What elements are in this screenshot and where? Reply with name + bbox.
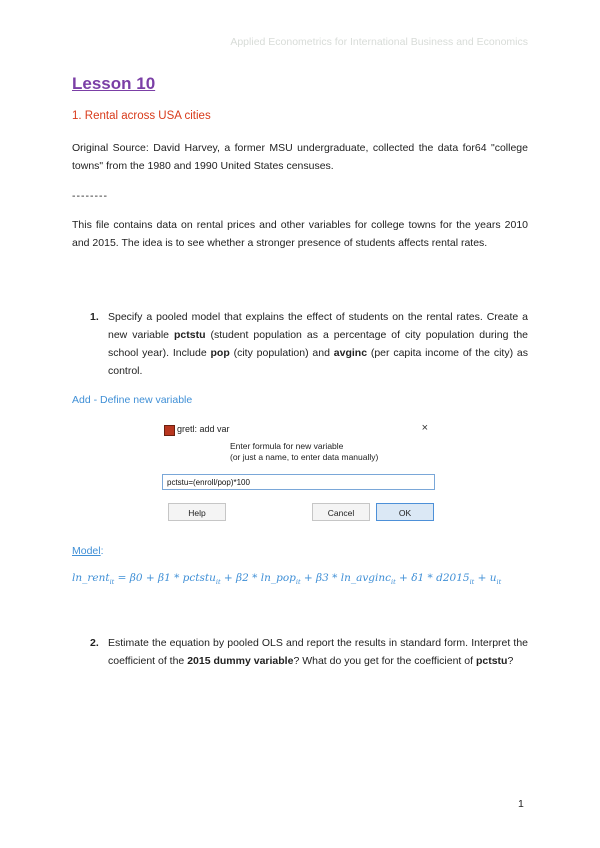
gretl-app-icon <box>164 425 175 436</box>
page-number: 1 <box>518 798 524 810</box>
eq-subscript: it <box>496 578 502 587</box>
question-text <box>108 634 528 670</box>
text-run: (student population as a percentage of city population during the school year). Include <box>108 329 528 359</box>
add-var-dialog <box>160 421 440 526</box>
eq-term: + β3 * ln_avginc <box>300 572 392 584</box>
text-run: (city population) and <box>229 347 334 359</box>
text-run: ? What do you get for the coefficient of <box>293 655 476 667</box>
text-run: Specify a pooled model that explains the effect of students on the rental rates. Create a new variable <box>108 311 528 341</box>
menu-path-note: Add - Define new variable <box>72 394 193 406</box>
variable-name: pctstu <box>174 329 206 341</box>
text-run: Estimate the equation by pooled OLS and report the results in standard form. Interpret the coefficient of the <box>108 637 528 667</box>
eq-term: + u <box>474 572 497 584</box>
description-paragraph: This file contains data on rental prices and other variables for college towns for the years 2010 and 2015. The idea is to see whether a stronger presence of students affects rental rates. <box>72 219 528 249</box>
model-label <box>72 545 104 557</box>
running-header: Applied Econometrics for International Business and Economics <box>230 36 528 48</box>
question-number: 1. <box>90 311 99 323</box>
variable-name: pctstu <box>475 655 508 667</box>
variable-name: avginc <box>333 347 368 359</box>
question-number: 2. <box>90 637 99 649</box>
model-label-colon: : <box>100 545 104 557</box>
eq-subscript: it <box>391 578 396 587</box>
eq-term: + β2 * ln_pop <box>220 572 296 584</box>
variable-name: pop <box>210 347 230 359</box>
lesson-title: Lesson 10 <box>72 74 156 93</box>
eq-subscript: it <box>469 578 475 587</box>
dialog-title: gretl: add var <box>177 424 230 434</box>
source-paragraph: Original Source: David Harvey, a former MSU undergraduate, collected the data for64 "college towns" from the 1980 and 1990 United States censuses. <box>72 142 528 172</box>
eq-subscript: it <box>215 578 221 587</box>
cancel-button[interactable]: Cancel <box>312 503 370 521</box>
separator-line: -------- <box>72 190 108 202</box>
eq-term: + δ1 * d2015 <box>395 572 470 584</box>
help-button[interactable]: Help <box>168 503 226 521</box>
question-2 <box>90 634 528 670</box>
formula-input[interactable]: pctstu=(enroll/pop)*100 <box>162 474 435 490</box>
text-run: ? <box>507 655 514 667</box>
eq-term: ln_rent <box>72 572 110 584</box>
question-text <box>108 308 528 380</box>
question-1 <box>90 308 528 380</box>
eq-term: β0 + β1 * pctstu <box>129 572 216 584</box>
model-label-text: Model <box>72 545 101 557</box>
model-equation <box>72 572 501 586</box>
close-icon[interactable]: × <box>421 422 428 434</box>
section-title: 1. Rental across USA cities <box>72 110 211 122</box>
prompt-line: (or just a name, to enter data manually) <box>230 452 379 462</box>
text-run: (per capita income of the city) as control. <box>108 347 528 377</box>
eq-subscript: it <box>109 578 115 587</box>
eq-term: = <box>114 572 130 584</box>
eq-subscript: it <box>295 578 301 587</box>
ok-button[interactable]: OK <box>376 503 434 521</box>
dialog-prompt <box>230 441 378 463</box>
variable-name: 2015 dummy variable <box>187 655 294 667</box>
prompt-line: Enter formula for new variable <box>230 441 344 451</box>
